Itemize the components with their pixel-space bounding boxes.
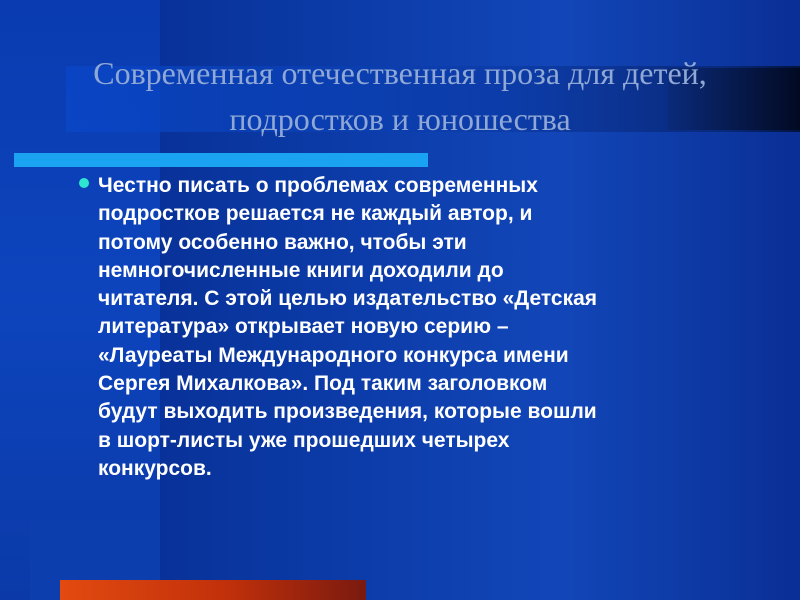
accent-bar [14,153,428,167]
slide-title: Современная отечественная проза для детей, подростков и юношества [93,55,707,137]
bullet-text: Честно писать о проблемах современных подростков решается не каждый автор, и потому особенно важно, чтобы эти немногочисленные книги доходили до читателя. С этой целью издательство «Детская литература» открывает новую серию – «Лауреаты Международного конкурса имени Сергея Михалкова». Под таким заголовком будут выходить произведения, которые вошли в шорт-листы уже прошедших четырех конкурсов. [98,174,598,480]
decorative-red-bar [60,580,366,600]
bullet-dot-icon [79,178,89,188]
